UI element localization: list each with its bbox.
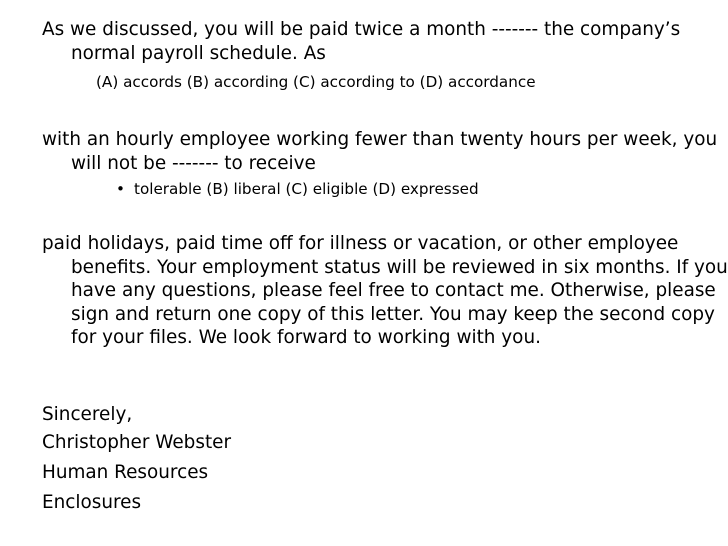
paragraph-3: paid holidays, paid time off for illness or vacation, or other employee benefits. Your employment status will be reviewed in six months. If you have any questions, please feel free to contact me. Otherwise, please sign and return one copy of this letter. You may keep the second copy for your files. We look forward to working with you.	[42, 233, 728, 349]
enclosures-note: Enclosures	[42, 492, 142, 513]
answer-options-2: tolerable (B) liberal (C) eligible (D) expressed	[134, 180, 479, 198]
signer-department: Human Resources	[42, 462, 209, 483]
answer-options-1: (A) accords (B) according (C) according to (D) accordance	[96, 73, 536, 91]
bullet-icon: •	[116, 180, 125, 198]
paragraph-2: with an hourly employee working fewer than twenty hours per week, you will not be ------- to receive	[42, 129, 718, 174]
signer-name: Christopher Webster	[42, 432, 232, 453]
closing-salutation: Sincerely,	[42, 404, 133, 425]
paragraph-1: As we discussed, you will be paid twice a month ------- the company’s normal payroll schedule. As	[42, 19, 681, 64]
